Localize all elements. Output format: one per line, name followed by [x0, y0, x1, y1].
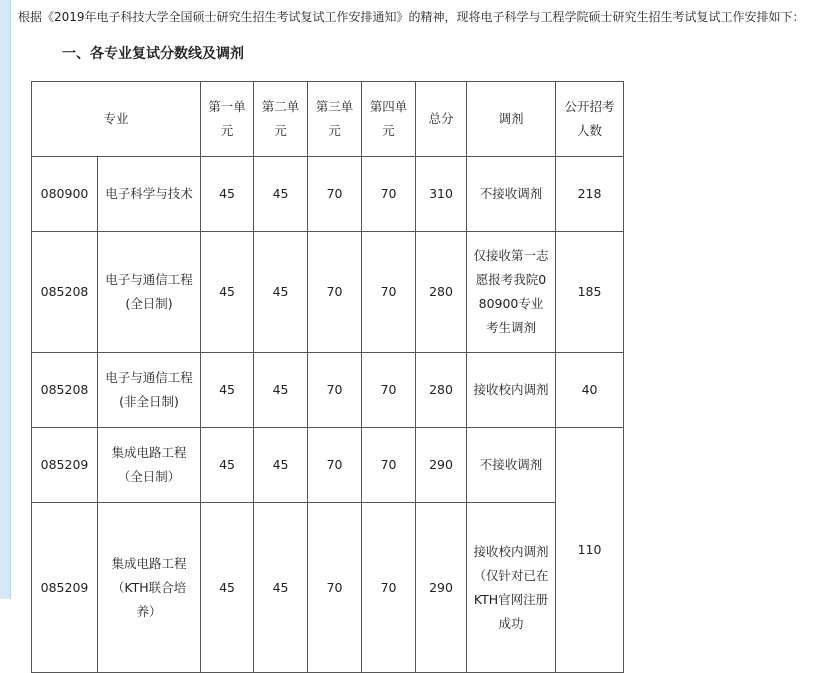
unit4-score: 70	[362, 428, 416, 503]
quota: 185	[556, 232, 624, 353]
unit3-score: 70	[308, 428, 362, 503]
unit3-score: 70	[308, 503, 362, 673]
header-transfer: 调剂	[467, 82, 556, 157]
total-score: 290	[416, 428, 467, 503]
header-unit1: 第一单元	[201, 82, 254, 157]
header-row	[32, 82, 624, 157]
major-name: 电子与通信工程(全日制)	[98, 232, 201, 353]
total-score: 310	[416, 157, 467, 232]
unit4-score: 70	[362, 232, 416, 353]
score-table	[31, 81, 624, 673]
transfer-policy: 仅接收第一志愿报考我院080900专业考生调剂	[467, 232, 556, 353]
total-score: 290	[416, 503, 467, 673]
unit1-score: 45	[201, 157, 254, 232]
unit1-score: 45	[201, 353, 254, 428]
table-row	[32, 503, 624, 673]
table-row	[32, 232, 624, 353]
page-left-border	[0, 0, 10, 599]
unit2-score: 45	[254, 428, 308, 503]
header-total: 总分	[416, 82, 467, 157]
quota: 110	[556, 428, 624, 673]
major-code: 085209	[32, 503, 98, 673]
page-left-border-line	[10, 0, 11, 599]
transfer-policy: 不接收调剂	[467, 157, 556, 232]
transfer-policy: 不接收调剂	[467, 428, 556, 503]
unit4-score: 70	[362, 157, 416, 232]
header-unit2: 第二单元	[254, 82, 308, 157]
major-code: 085208	[32, 353, 98, 428]
unit4-score: 70	[362, 353, 416, 428]
unit1-score: 45	[201, 503, 254, 673]
major-name: 集成电路工程（KTH联合培养）	[98, 503, 201, 673]
unit1-score: 45	[201, 428, 254, 503]
major-code: 080900	[32, 157, 98, 232]
unit2-score: 45	[254, 157, 308, 232]
header-quota: 公开招考人数	[556, 82, 624, 157]
table-row	[32, 353, 624, 428]
quota: 40	[556, 353, 624, 428]
total-score: 280	[416, 353, 467, 428]
unit3-score: 70	[308, 353, 362, 428]
table-row	[32, 157, 624, 232]
intro-paragraph: 根据《2019年电子科技大学全国硕士研究生招生考试复试工作安排通知》的精神，现将电子科学与工程学院硕士研究生招生考试复试工作安排如下：	[18, 10, 805, 24]
table-row	[32, 428, 624, 503]
major-name: 电子科学与技术	[98, 157, 201, 232]
unit1-score: 45	[201, 232, 254, 353]
header-unit4: 第四单元	[362, 82, 416, 157]
section-heading: 一、各专业复试分数线及调剂	[62, 46, 244, 62]
header-unit3: 第三单元	[308, 82, 362, 157]
quota: 218	[556, 157, 624, 232]
major-name: 集成电路工程（全日制）	[98, 428, 201, 503]
unit2-score: 45	[254, 353, 308, 428]
unit2-score: 45	[254, 232, 308, 353]
major-name: 电子与通信工程(非全日制)	[98, 353, 201, 428]
total-score: 280	[416, 232, 467, 353]
transfer-policy: 接收校内调剂（仅针对已在KTH官网注册成功	[467, 503, 556, 673]
major-code: 085208	[32, 232, 98, 353]
header-major: 专业	[32, 82, 201, 157]
unit4-score: 70	[362, 503, 416, 673]
major-code: 085209	[32, 428, 98, 503]
transfer-policy: 接收校内调剂	[467, 353, 556, 428]
unit3-score: 70	[308, 232, 362, 353]
unit3-score: 70	[308, 157, 362, 232]
unit2-score: 45	[254, 503, 308, 673]
